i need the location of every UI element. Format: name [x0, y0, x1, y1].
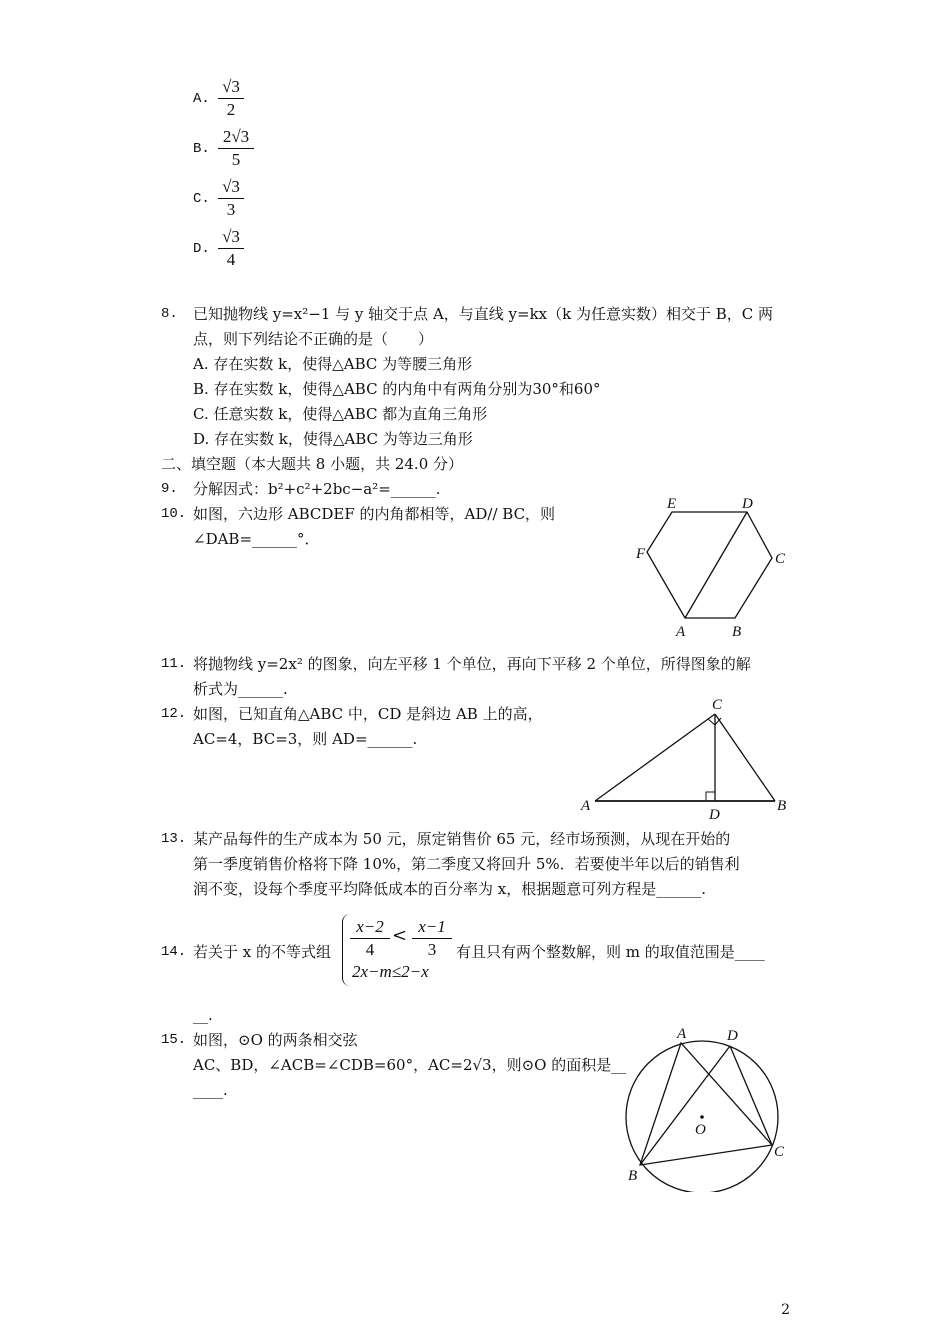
q11-line2: 析式为______. — [193, 680, 288, 698]
circle-label-b: B — [628, 1168, 638, 1184]
option-b-label: B. — [193, 141, 210, 157]
q12-number: 12. — [161, 706, 187, 722]
q14-row2: 2x−m≤2−x — [352, 962, 429, 981]
q15-line3: ____. — [193, 1081, 228, 1099]
q13-line2: 第一季度销售价格将下降 10%，第二季度又将回升 5%．若要使半年以后的销售利 — [193, 855, 740, 873]
q9-number: 9. — [161, 481, 178, 497]
tri-label-c: C — [712, 697, 723, 713]
option-d-label: D. — [193, 241, 210, 257]
q8-option-b: B. 存在实数 k，使得△ABC 的内角中有两角分别为30°和60° — [193, 380, 601, 398]
q11-number: 11. — [161, 656, 187, 672]
q8-option-c: C. 任意实数 k，使得△ABC 都为直角三角形 — [193, 405, 488, 423]
q15-line1: 如图，⊙O 的两条相交弦 — [193, 1031, 358, 1049]
q14-frac1-den: 4 — [365, 940, 375, 959]
page-number: 2 — [781, 1302, 790, 1318]
tri-label-a: A — [581, 798, 591, 814]
option-a-numerator: √3 — [218, 76, 244, 99]
q10-line1: 如图，六边形 ABCDEF 的内角都相等，AD// BC，则 — [193, 505, 556, 523]
q11-line1: 将抛物线 y=2x² 的图象，向左平移 1 个单位，再向下平移 2 个单位，所得图象的解 — [193, 655, 751, 673]
option-d-fraction — [218, 226, 244, 271]
q15-number: 15. — [161, 1032, 187, 1048]
q10-number: 10. — [161, 506, 187, 522]
option-a-denominator: 2 — [226, 100, 236, 119]
q14-tail: __. — [193, 1006, 213, 1024]
q14-fraction-1 — [350, 916, 390, 961]
q13-line3: 润不变，设每个季度平均降低成本的百分率为 x，根据题意可列方程是______. — [193, 880, 706, 898]
q8-number: 8. — [161, 306, 178, 322]
q14-prefix: 若关于 x 的不等式组 — [193, 943, 331, 961]
q14-fraction-2 — [412, 916, 452, 961]
circle-label-a: A — [677, 1026, 687, 1042]
hex-label-d: D — [742, 496, 753, 512]
option-b-numerator: 2√3 — [218, 126, 254, 149]
q14-frac2-den: 3 — [427, 940, 437, 959]
tri-label-b: B — [777, 798, 787, 814]
option-d-denominator: 4 — [226, 250, 236, 269]
q15-line2: AC、BD，∠ACB=∠CDB=60°，AC=2√3，则⊙O 的面积是__ — [193, 1056, 627, 1074]
option-c-label: C. — [193, 191, 210, 207]
q8-option-d: D. 存在实数 k，使得△ABC 为等边三角形 — [193, 430, 473, 448]
hex-label-e: E — [667, 496, 677, 512]
q9-text: 分解因式：b²+c²+2bc−a²=______. — [193, 480, 441, 498]
option-c-fraction — [218, 176, 244, 221]
q14-frac1-num: x−2 — [350, 916, 390, 939]
circle-label-c: C — [774, 1144, 785, 1160]
q14-number: 14. — [161, 944, 187, 960]
circle-figure — [615, 1020, 800, 1192]
q12-line2: AC=4，BC=3，则 AD=______. — [193, 730, 418, 748]
hex-label-b: B — [732, 624, 742, 640]
option-b-fraction — [218, 126, 254, 171]
q13-number: 13. — [161, 831, 187, 847]
q14-frac2-num: x−1 — [412, 916, 452, 939]
option-a-label: A. — [193, 91, 210, 107]
section-2-heading: 二、填空题（本大题共 8 小题，共 24.0 分） — [161, 455, 464, 473]
q10-line2: ∠DAB=______°． — [193, 530, 320, 548]
circle-label-d: D — [727, 1028, 738, 1044]
hex-label-c: C — [775, 551, 786, 567]
right-triangle-figure — [575, 692, 800, 824]
q14-less-than: < — [392, 925, 408, 946]
tri-label-d: D — [709, 807, 720, 823]
option-b-denominator: 5 — [231, 150, 241, 169]
hexagon-figure — [630, 490, 800, 650]
q14-suffix: 有且只有两个整数解，则 m 的取值范围是____ — [456, 943, 765, 961]
option-c-denominator: 3 — [226, 200, 236, 219]
hex-label-a: A — [676, 624, 686, 640]
option-a-fraction — [218, 76, 244, 121]
q8-line1: 已知抛物线 y=x²−1 与 y 轴交于点 A，与直线 y=kx（k 为任意实数）相交于 B，C 两 — [193, 305, 774, 323]
option-d-numerator: √3 — [218, 226, 244, 249]
hex-label-f: F — [636, 546, 646, 562]
circle-label-o: O — [695, 1122, 706, 1138]
q8-line2: 点，则下列结论不正确的是（ ） — [193, 330, 434, 348]
q8-option-a: A. 存在实数 k，使得△ABC 为等腰三角形 — [193, 355, 473, 373]
option-c-numerator: √3 — [218, 176, 244, 199]
q13-line1: 某产品每件的生产成本为 50 元，原定销售价 65 元，经市场预测，从现在开始的 — [193, 830, 731, 848]
q12-line1: 如图，已知直角△ABC 中，CD 是斜边 AB 上的高， — [193, 705, 543, 723]
